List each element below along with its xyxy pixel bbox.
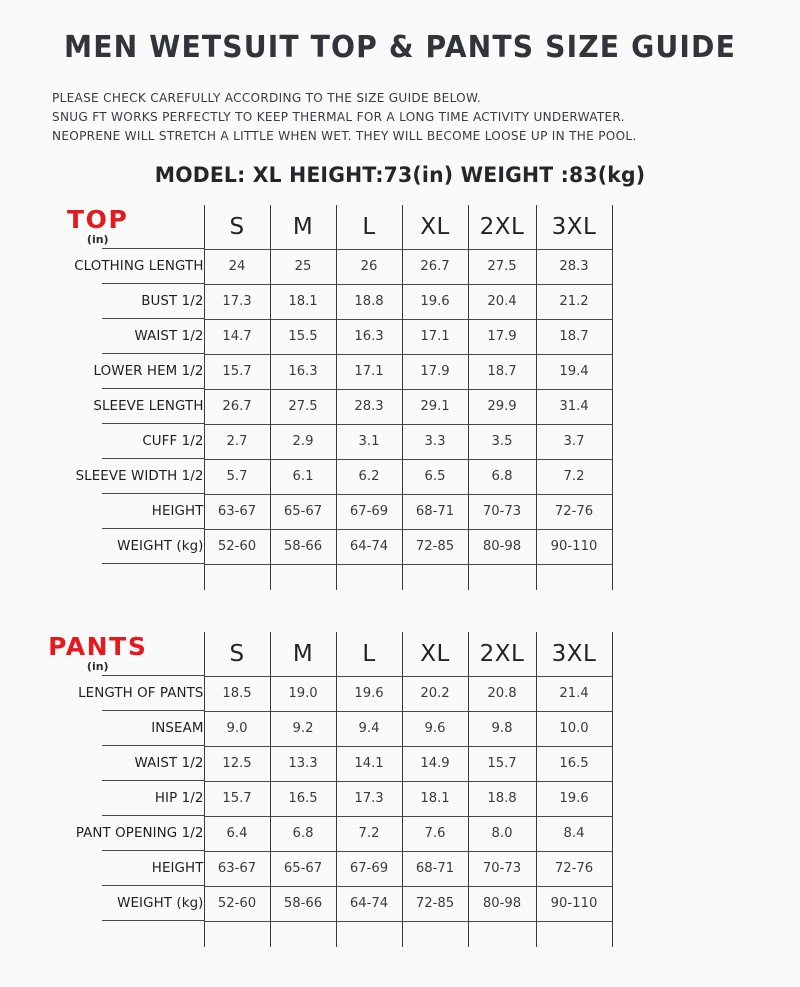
- pants-cell: 72-85: [402, 886, 468, 921]
- top-header-row: [0, 205, 612, 249]
- pants-row-label: WAIST 1/2: [0, 746, 204, 781]
- pants-cell: 9.6: [402, 711, 468, 746]
- pants-cell: 90-110: [536, 886, 612, 921]
- top-column-header-2xl: 2XL: [468, 205, 536, 249]
- top-cell: 58-66: [270, 529, 336, 564]
- top-column-header-xl: XL: [402, 205, 468, 249]
- top-cell: 28.3: [336, 389, 402, 424]
- top-row-label: LOWER HEM 1/2: [0, 354, 204, 389]
- pants-empty-cell: [0, 921, 204, 947]
- pants-cell: 9.4: [336, 711, 402, 746]
- pants-cell: 7.2: [336, 816, 402, 851]
- pants-cell: 20.2: [402, 676, 468, 711]
- top-cell: 6.2: [336, 459, 402, 494]
- top-size-table-container: [0, 205, 800, 590]
- top-column-header-s: S: [204, 205, 270, 249]
- top-cell: 18.8: [336, 284, 402, 319]
- pants-cell: 17.3: [336, 781, 402, 816]
- top-table-unit: (in): [86, 232, 109, 246]
- top-cell: 67-69: [336, 494, 402, 529]
- top-row-label: WEIGHT (kg): [0, 529, 204, 564]
- top-cell: 70-73: [468, 494, 536, 529]
- top-row-label: WAIST 1/2: [0, 319, 204, 354]
- top-cell: 17.1: [336, 354, 402, 389]
- pants-cell: 7.6: [402, 816, 468, 851]
- pants-column-header-l: L: [336, 632, 402, 676]
- subtitle-line-2: SNUG FT WORKS PERFECTLY TO KEEP THERMAL FOR A LONG TIME ACTIVITY UNDERWATER.: [52, 109, 625, 124]
- pants-cell: 9.0: [204, 711, 270, 746]
- pants-cell: 8.4: [536, 816, 612, 851]
- table-row: [0, 389, 612, 424]
- top-row-label: CUFF 1/2: [0, 424, 204, 459]
- table-row: [0, 711, 612, 746]
- table-row: [0, 746, 612, 781]
- pants-cell: 9.8: [468, 711, 536, 746]
- pants-cell: 9.2: [270, 711, 336, 746]
- pants-cell: 20.8: [468, 676, 536, 711]
- pants-empty-cell: [536, 921, 612, 947]
- pants-row-label: LENGTH OF PANTS: [0, 676, 204, 711]
- pants-cell: 16.5: [536, 746, 612, 781]
- pants-cell: 16.5: [270, 781, 336, 816]
- top-cell: 18.7: [536, 319, 612, 354]
- top-column-header-m: M: [270, 205, 336, 249]
- model-spec-line: MODEL: XL HEIGHT:73(in) WEIGHT :83(kg): [154, 163, 646, 187]
- pants-row-label: WEIGHT (kg): [0, 886, 204, 921]
- top-cell: 29.9: [468, 389, 536, 424]
- pants-cell: 65-67: [270, 851, 336, 886]
- top-cell: 19.4: [536, 354, 612, 389]
- top-cell: 3.3: [402, 424, 468, 459]
- top-empty-cell: [0, 564, 204, 590]
- pants-cell: 8.0: [468, 816, 536, 851]
- table-row: [0, 816, 612, 851]
- pants-cell: 6.4: [204, 816, 270, 851]
- table-row: [0, 459, 612, 494]
- top-cell: 24: [204, 249, 270, 284]
- pants-table-title: PANTS: [48, 632, 148, 662]
- pants-trailing-empty-row: [0, 921, 612, 947]
- pants-cell: 63-67: [204, 851, 270, 886]
- top-empty-cell: [336, 564, 402, 590]
- top-cell: 3.7: [536, 424, 612, 459]
- subtitle-line-3: NEOPRENE WILL STRETCH A LITTLE WHEN WET. THEY WILL BECOME LOOSE UP IN THE POOL.: [52, 128, 637, 143]
- pants-column-header-xl: XL: [402, 632, 468, 676]
- top-cell: 28.3: [536, 249, 612, 284]
- table-row: [0, 886, 612, 921]
- top-cell: 3.1: [336, 424, 402, 459]
- top-cell: 17.3: [204, 284, 270, 319]
- top-cell: 16.3: [336, 319, 402, 354]
- table-row: [0, 676, 612, 711]
- top-cell: 26.7: [402, 249, 468, 284]
- subtitle-line-1: PLEASE CHECK CAREFULLY ACCORDING TO THE SIZE GUIDE BELOW.: [52, 90, 481, 105]
- top-cell: 2.9: [270, 424, 336, 459]
- top-cell: 20.4: [468, 284, 536, 319]
- top-cell: 16.3: [270, 354, 336, 389]
- top-cell: 17.1: [402, 319, 468, 354]
- page-title: MEN WETSUIT TOP & PANTS SIZE GUIDE: [64, 30, 736, 65]
- pants-cell: 6.8: [270, 816, 336, 851]
- pants-column-header-m: M: [270, 632, 336, 676]
- top-empty-cell: [270, 564, 336, 590]
- top-empty-cell: [402, 564, 468, 590]
- top-cell: 18.1: [270, 284, 336, 319]
- top-cell: 26.7: [204, 389, 270, 424]
- pants-cell: 67-69: [336, 851, 402, 886]
- pants-cell: 52-60: [204, 886, 270, 921]
- table-row: [0, 781, 612, 816]
- top-cell: 6.1: [270, 459, 336, 494]
- pants-column-header-3xl: 3XL: [536, 632, 612, 676]
- pants-cell: 14.9: [402, 746, 468, 781]
- top-cell: 3.5: [468, 424, 536, 459]
- pants-cell: 21.4: [536, 676, 612, 711]
- pants-size-table: [0, 632, 613, 947]
- pants-column-header-2xl: 2XL: [468, 632, 536, 676]
- top-empty-cell: [468, 564, 536, 590]
- top-cell: 5.7: [204, 459, 270, 494]
- top-cell: 52-60: [204, 529, 270, 564]
- pants-row-label: HEIGHT: [0, 851, 204, 886]
- pants-table-body: [0, 632, 612, 947]
- top-cell: 63-67: [204, 494, 270, 529]
- table-row: [0, 319, 612, 354]
- pants-cell: 70-73: [468, 851, 536, 886]
- table-row: [0, 494, 612, 529]
- pants-cell: 18.8: [468, 781, 536, 816]
- top-size-table: [0, 205, 613, 590]
- pants-cell: 19.6: [536, 781, 612, 816]
- pants-header-row: [0, 632, 612, 676]
- top-cell: 15.7: [204, 354, 270, 389]
- table-row: [0, 354, 612, 389]
- top-cell: 6.5: [402, 459, 468, 494]
- top-cell: 2.7: [204, 424, 270, 459]
- top-cell: 27.5: [270, 389, 336, 424]
- top-trailing-empty-row: [0, 564, 612, 590]
- subtitle-block: [52, 88, 752, 145]
- pants-cell: 58-66: [270, 886, 336, 921]
- top-cell: 27.5: [468, 249, 536, 284]
- pants-size-table-container: [0, 632, 800, 947]
- pants-empty-cell: [336, 921, 402, 947]
- top-cell: 64-74: [336, 529, 402, 564]
- top-empty-cell: [204, 564, 270, 590]
- top-column-header-l: L: [336, 205, 402, 249]
- top-row-label: HEIGHT: [0, 494, 204, 529]
- pants-cell: 18.1: [402, 781, 468, 816]
- pants-cell: 14.1: [336, 746, 402, 781]
- top-cell: 15.5: [270, 319, 336, 354]
- pants-empty-cell: [402, 921, 468, 947]
- top-cell: 25: [270, 249, 336, 284]
- table-row: [0, 424, 612, 459]
- pants-table-unit: (in): [86, 659, 109, 673]
- top-empty-cell: [536, 564, 612, 590]
- pants-cell: 15.7: [204, 781, 270, 816]
- top-cell: 31.4: [536, 389, 612, 424]
- top-row-label: CLOTHING LENGTH: [0, 249, 204, 284]
- pants-row-label: HIP 1/2: [0, 781, 204, 816]
- top-cell: 18.7: [468, 354, 536, 389]
- pants-cell: 64-74: [336, 886, 402, 921]
- pants-column-header-s: S: [204, 632, 270, 676]
- top-cell: 21.2: [536, 284, 612, 319]
- pants-cell: 12.5: [204, 746, 270, 781]
- top-column-header-3xl: 3XL: [536, 205, 612, 249]
- top-cell: 14.7: [204, 319, 270, 354]
- pants-cell: 72-76: [536, 851, 612, 886]
- top-cell: 29.1: [402, 389, 468, 424]
- pants-cell: 19.6: [336, 676, 402, 711]
- pants-row-label: PANT OPENING 1/2: [0, 816, 204, 851]
- top-cell: 26: [336, 249, 402, 284]
- top-table-title: TOP: [67, 205, 129, 235]
- top-cell: 90-110: [536, 529, 612, 564]
- top-row-label: SLEEVE LENGTH: [0, 389, 204, 424]
- pants-cell: 80-98: [468, 886, 536, 921]
- top-table-title-cell: [0, 205, 204, 249]
- pants-cell: 18.5: [204, 676, 270, 711]
- pants-empty-cell: [270, 921, 336, 947]
- top-cell: 17.9: [402, 354, 468, 389]
- top-cell: 80-98: [468, 529, 536, 564]
- pants-cell: 13.3: [270, 746, 336, 781]
- pants-cell: 15.7: [468, 746, 536, 781]
- top-cell: 65-67: [270, 494, 336, 529]
- top-row-label: SLEEVE WIDTH 1/2: [0, 459, 204, 494]
- pants-table-title-cell: [0, 632, 204, 676]
- pants-row-label: INSEAM: [0, 711, 204, 746]
- pants-cell: 68-71: [402, 851, 468, 886]
- pants-cell: 19.0: [270, 676, 336, 711]
- pants-empty-cell: [204, 921, 270, 947]
- top-cell: 72-76: [536, 494, 612, 529]
- top-cell: 6.8: [468, 459, 536, 494]
- top-cell: 7.2: [536, 459, 612, 494]
- top-cell: 68-71: [402, 494, 468, 529]
- pants-cell: 10.0: [536, 711, 612, 746]
- top-table-body: [0, 205, 612, 590]
- pants-empty-cell: [468, 921, 536, 947]
- top-row-label: BUST 1/2: [0, 284, 204, 319]
- top-cell: 19.6: [402, 284, 468, 319]
- table-row: [0, 851, 612, 886]
- top-cell: 72-85: [402, 529, 468, 564]
- table-row: [0, 529, 612, 564]
- top-cell: 17.9: [468, 319, 536, 354]
- table-row: [0, 249, 612, 284]
- table-row: [0, 284, 612, 319]
